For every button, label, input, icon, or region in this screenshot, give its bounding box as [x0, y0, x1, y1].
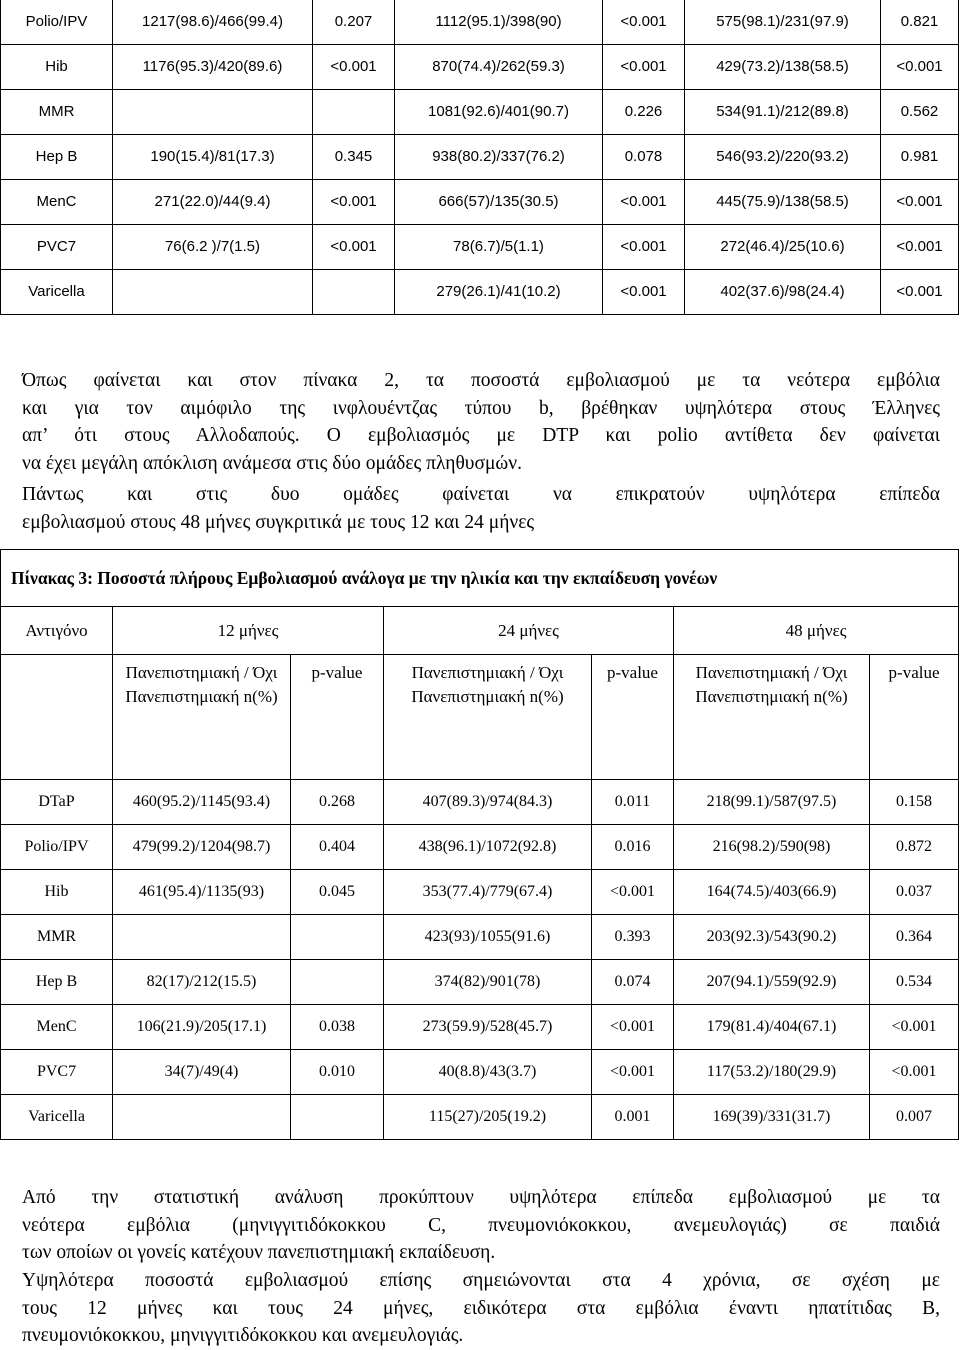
column-header-24-months: 24 μήνες	[384, 607, 674, 655]
table-cell: 461(95.4)/1135(93)	[113, 870, 291, 915]
table-cell	[113, 270, 313, 315]
column-header-48-months: 48 μήνες	[674, 607, 959, 655]
table-cell: 0.011	[592, 780, 674, 825]
row-label-cell: Hib	[1, 45, 113, 90]
table-cell: 279(26.1)/41(10.2)	[395, 270, 603, 315]
table-cell: 0.037	[870, 870, 959, 915]
table-cell: 115(27)/205(19.2)	[384, 1095, 592, 1140]
text-line: πνευμονιόκοκκου, μηνιγγιτιδόκοκκου και ανεμευλογιάς.	[22, 1325, 464, 1346]
subheader-pvalue: p-value	[592, 655, 674, 780]
table-cell: <0.001	[592, 870, 674, 915]
row-label-cell: MenC	[1, 1005, 113, 1050]
row-label-cell: Hep B	[1, 135, 113, 180]
table-row	[1, 1005, 959, 1050]
subheader-education: Πανεπιστημιακή / Όχι Πανεπιστημιακή n(%)	[384, 655, 592, 780]
table-cell: <0.001	[603, 225, 685, 270]
subheader-education: Πανεπιστημιακή / Όχι Πανεπιστημιακή n(%)	[674, 655, 870, 780]
table-cell: 78(6.7)/5(1.1)	[395, 225, 603, 270]
table-cell: 0.268	[291, 780, 384, 825]
text-line: Υψηλότερα ποσοστά εμβολιασμού επίσης σημειώνονται στα 4 χρόνια, σε σχέση με	[22, 1270, 940, 1291]
table-cell: <0.001	[313, 225, 395, 270]
table-cell	[313, 270, 395, 315]
table-cell: 40(8.8)/43(3.7)	[384, 1050, 592, 1095]
table-cell: 0.872	[870, 825, 959, 870]
table-cell: 271(22.0)/44(9.4)	[113, 180, 313, 225]
table-cell: 0.078	[603, 135, 685, 180]
table-cell: 445(75.9)/138(58.5)	[685, 180, 881, 225]
table-cell: 534(91.1)/212(89.8)	[685, 90, 881, 135]
table-row	[1, 135, 959, 180]
text-line: να έχει μεγάλη απόκλιση ανάμεσα στις δύο ομάδες πληθυσμών.	[22, 452, 522, 474]
table-cell	[291, 1095, 384, 1140]
row-label-cell: MenC	[1, 180, 113, 225]
table-cell: 273(59.9)/528(45.7)	[384, 1005, 592, 1050]
text-line: των οποίων οι γονείς κατέχουν πανεπιστημιακή εκπαίδευση.	[22, 1242, 496, 1263]
table-caption: Πίνακας 3: Ποσοστά πλήρους Εμβολιασμού ανάλογα με την ηλικία και την εκπαίδευση γονέων	[1, 550, 959, 607]
text-line: και για τον αιμόφιλο της ινφλουέντζας τύπου b, βρέθηκαν υψηλότερα στους Έλληνες	[22, 397, 940, 419]
paragraph-48-months	[22, 481, 940, 536]
row-label-cell: PVC7	[1, 225, 113, 270]
table-cell	[113, 1095, 291, 1140]
table3-education	[0, 549, 959, 1140]
table-row	[1, 825, 959, 870]
row-label-cell: Hep B	[1, 960, 113, 1005]
text-line: Όπως φαίνεται και στον πίνακα 2, τα ποσοστά εμβολιασμού με τα νεότερα εμβόλια	[22, 370, 940, 391]
table-row	[1, 225, 959, 270]
table-cell: 1081(92.6)/401(90.7)	[395, 90, 603, 135]
row-label-cell: MMR	[1, 915, 113, 960]
column-header-antigen: Αντιγόνο	[1, 607, 113, 655]
table-cell: 423(93)/1055(91.6)	[384, 915, 592, 960]
table-cell: <0.001	[592, 1005, 674, 1050]
column-header-12-months: 12 μήνες	[113, 607, 384, 655]
row-label-cell: Polio/IPV	[1, 825, 113, 870]
table-cell: 353(77.4)/779(67.4)	[384, 870, 592, 915]
table-cell: 546(93.2)/220(93.2)	[685, 135, 881, 180]
table-cell: 0.038	[291, 1005, 384, 1050]
text-line: Πάντως και στις δυο ομάδες φαίνεται να επικρατούν υψηλότερα επίπεδα	[22, 484, 940, 505]
table-cell: 0.393	[592, 915, 674, 960]
table-cell: 0.001	[592, 1095, 674, 1140]
text-line: νεότερα εμβόλια (μηνιγγιτιδόκοκκου C, πνευμονιόκοκκου, ανεμευλογιάς) σε παιδιά	[22, 1214, 940, 1236]
table-cell: <0.001	[870, 1005, 959, 1050]
table-cell: 575(98.1)/231(97.9)	[685, 0, 881, 45]
table-cell: 0.010	[291, 1050, 384, 1095]
table-cell: <0.001	[603, 45, 685, 90]
table-row	[1, 915, 959, 960]
table-cell: <0.001	[592, 1050, 674, 1095]
table-row	[1, 45, 959, 90]
table-cell: 0.404	[291, 825, 384, 870]
table-cell: 0.207	[313, 0, 395, 45]
table-cell: 0.045	[291, 870, 384, 915]
table-cell: 429(73.2)/138(58.5)	[685, 45, 881, 90]
table-cell: 0.364	[870, 915, 959, 960]
table-cell: <0.001	[881, 45, 959, 90]
table-cell: 34(7)/49(4)	[113, 1050, 291, 1095]
table-cell	[113, 915, 291, 960]
table-cell: <0.001	[603, 0, 685, 45]
subheader-pvalue: p-value	[291, 655, 384, 780]
table-cell: 272(46.4)/25(10.6)	[685, 225, 881, 270]
table-cell: <0.001	[603, 270, 685, 315]
header-cell-empty	[1, 655, 113, 780]
table-cell: 938(80.2)/337(76.2)	[395, 135, 603, 180]
table-cell: <0.001	[881, 180, 959, 225]
table-cell: <0.001	[870, 1050, 959, 1095]
row-label-cell: PVC7	[1, 1050, 113, 1095]
vaccination-table-continued	[0, 0, 959, 315]
table-cell	[113, 90, 313, 135]
table-cell	[291, 960, 384, 1005]
table-cell: 1112(95.1)/398(90)	[395, 0, 603, 45]
table-cell: 190(15.4)/81(17.3)	[113, 135, 313, 180]
subheader-education: Πανεπιστημιακή / Όχι Πανεπιστημιακή n(%)	[113, 655, 291, 780]
table-cell: 374(82)/901(78)	[384, 960, 592, 1005]
table-row	[1, 780, 959, 825]
text-line: απ’ ότι στους Αλλοδαπούς. Ο εμβολιασμός με DTP και polio αντίθετα δεν φαίνεται	[22, 425, 940, 446]
table-cell: 407(89.3)/974(84.3)	[384, 780, 592, 825]
table-cell: 0.226	[603, 90, 685, 135]
subheader-pvalue: p-value	[870, 655, 959, 780]
table-cell: <0.001	[881, 225, 959, 270]
table-cell: 218(99.1)/587(97.5)	[674, 780, 870, 825]
row-label-cell: DTaP	[1, 780, 113, 825]
text-line: εμβολιασμού στους 48 μήνες συγκριτικά με τους 12 και 24 μήνες	[22, 511, 535, 533]
table-row	[1, 270, 959, 315]
table-cell: <0.001	[603, 180, 685, 225]
table-cell: 0.562	[881, 90, 959, 135]
paragraph-table2-commentary	[22, 367, 940, 477]
table-cell: 479(99.2)/1204(98.7)	[113, 825, 291, 870]
table-cell: 106(21.9)/205(17.1)	[113, 1005, 291, 1050]
table-cell: 438(96.1)/1072(92.8)	[384, 825, 592, 870]
row-label-cell: MMR	[1, 90, 113, 135]
table-cell: 164(74.5)/403(66.9)	[674, 870, 870, 915]
table-cell: 0.981	[881, 135, 959, 180]
table-cell: 82(17)/212(15.5)	[113, 960, 291, 1005]
table-row	[1, 90, 959, 135]
table-cell: 402(37.6)/98(24.4)	[685, 270, 881, 315]
table-cell: 666(57)/135(30.5)	[395, 180, 603, 225]
row-label-cell: Hib	[1, 870, 113, 915]
row-label-cell: Varicella	[1, 1095, 113, 1140]
table-cell: 179(81.4)/404(67.1)	[674, 1005, 870, 1050]
table-cell: 460(95.2)/1145(93.4)	[113, 780, 291, 825]
paragraph-4-years	[22, 1267, 940, 1350]
table-cell: 1176(95.3)/420(89.6)	[113, 45, 313, 90]
table-cell: 0.074	[592, 960, 674, 1005]
table-cell: 0.345	[313, 135, 395, 180]
table-cell: 1217(98.6)/466(99.4)	[113, 0, 313, 45]
table-row	[1, 180, 959, 225]
row-label-cell: Polio/IPV	[1, 0, 113, 45]
table-cell: 870(74.4)/262(59.3)	[395, 45, 603, 90]
table-cell: <0.001	[313, 180, 395, 225]
table-row	[1, 1050, 959, 1095]
table-row	[1, 1095, 959, 1140]
table-cell	[313, 90, 395, 135]
paragraph-statistical-analysis	[22, 1184, 940, 1267]
table-cell: 203(92.3)/543(90.2)	[674, 915, 870, 960]
table-cell: 0.534	[870, 960, 959, 1005]
table-cell: 76(6.2 )/7(1.5)	[113, 225, 313, 270]
table-cell	[291, 915, 384, 960]
table-cell: 117(53.2)/180(29.9)	[674, 1050, 870, 1095]
table-row	[1, 0, 959, 45]
table-cell: 0.016	[592, 825, 674, 870]
row-label-cell: Varicella	[1, 270, 113, 315]
text-line: Από την στατιστική ανάλυση προκύπτουν υψηλότερα επίπεδα εμβολιασμού με τα	[22, 1187, 940, 1208]
table-cell: 0.158	[870, 780, 959, 825]
text-line: τους 12 μήνες και τους 24 μήνες, ειδικότερα στα εμβόλια έναντι ηπατίτιδας Β,	[22, 1297, 940, 1319]
table-cell: 169(39)/331(31.7)	[674, 1095, 870, 1140]
table-cell: 0.007	[870, 1095, 959, 1140]
table-cell: 207(94.1)/559(92.9)	[674, 960, 870, 1005]
table-row	[1, 870, 959, 915]
table-row	[1, 960, 959, 1005]
table-cell: <0.001	[881, 270, 959, 315]
table-cell: <0.001	[313, 45, 395, 90]
table-cell: 216(98.2)/590(98)	[674, 825, 870, 870]
table-cell: 0.821	[881, 0, 959, 45]
